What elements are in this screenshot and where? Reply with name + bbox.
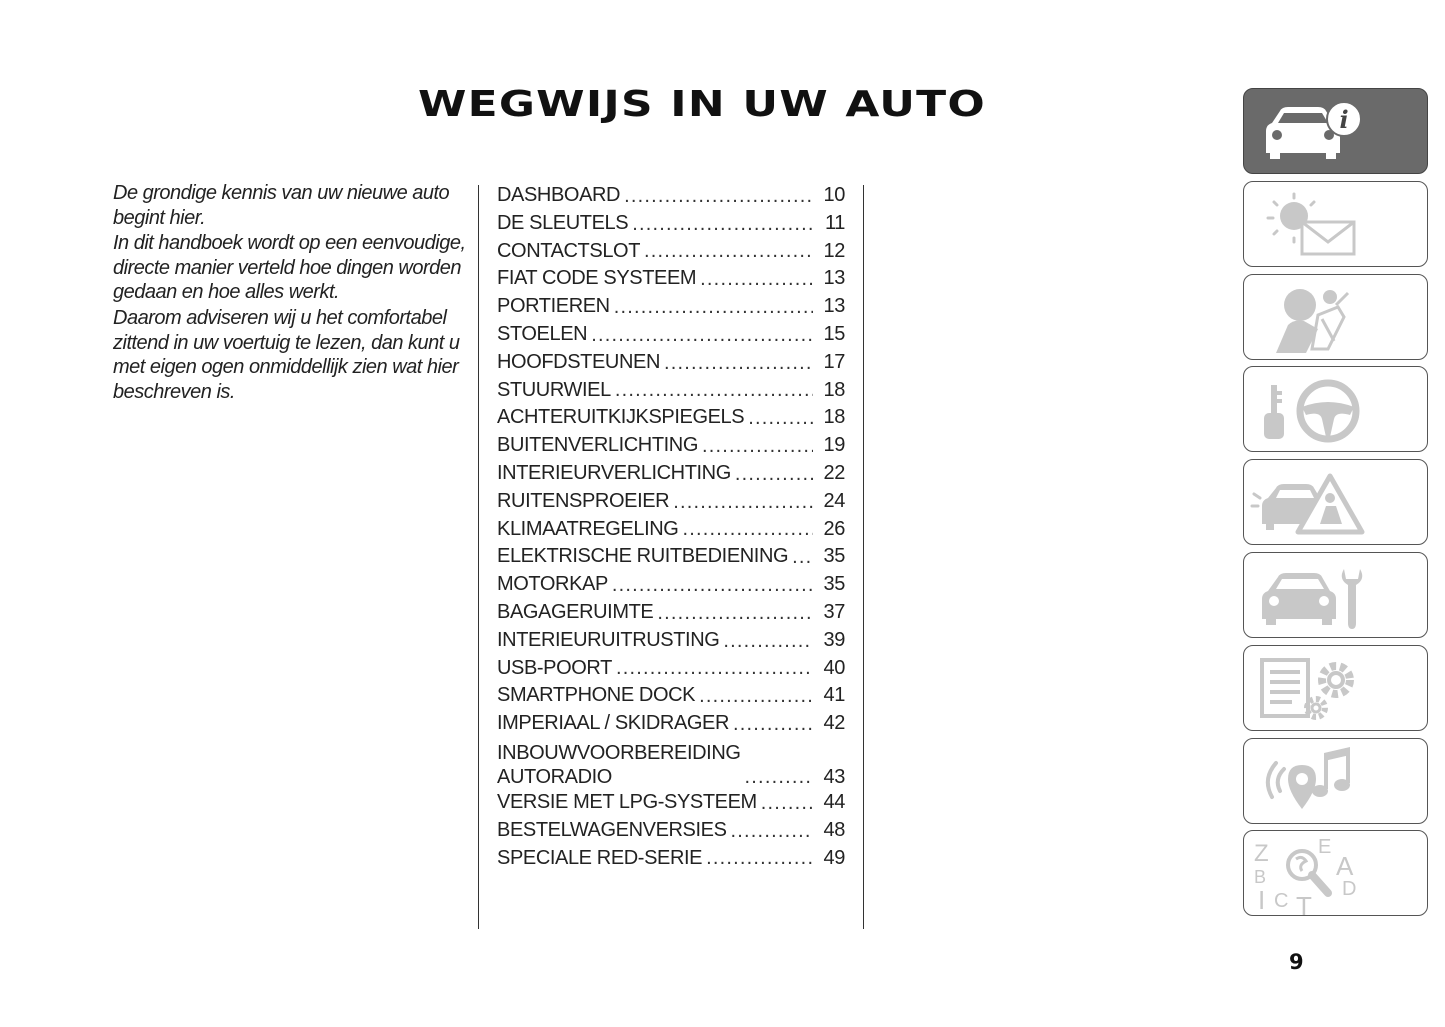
toc-entry[interactable]	[497, 789, 845, 817]
toc-entry[interactable]	[497, 210, 845, 238]
index-letter: B	[1254, 867, 1267, 888]
toc-label: VERSIE MET LPG-SYSTEEM	[497, 790, 757, 813]
toc-leader-dots	[614, 294, 813, 321]
toc-leader-dots	[673, 489, 813, 516]
toc-leader-dots	[624, 183, 813, 210]
index-letter: E	[1318, 836, 1332, 859]
toc-label: HOOFDSTEUNEN	[497, 350, 660, 373]
toc-entry[interactable]	[497, 182, 845, 210]
toc-label: DE SLEUTELS	[497, 211, 629, 234]
toc-page-number: 44	[823, 790, 845, 813]
alphabetical-index-icon	[1244, 831, 1428, 916]
toc-entry[interactable]	[497, 460, 845, 488]
toc-label: IMPERIAAL / SKIDRAGER	[497, 712, 730, 735]
toc-label: PORTIEREN	[497, 295, 610, 318]
toc-page-number: 17	[823, 350, 845, 373]
toc-leader-dots	[733, 711, 813, 738]
column-divider-left	[478, 185, 479, 929]
toc-leader-dots	[702, 433, 813, 460]
toc-page-number: 43	[823, 765, 845, 788]
toc-leader-dots	[731, 818, 813, 845]
toc-label: FIAT CODE SYSTEEM	[497, 267, 697, 290]
toc-leader-dots	[723, 628, 813, 655]
index-letter: I	[1258, 885, 1266, 916]
intro-text	[113, 181, 469, 405]
chapter-tab-car-info[interactable]	[1243, 88, 1428, 174]
chapter-tab-multimedia[interactable]	[1243, 738, 1428, 824]
toc-entry[interactable]	[497, 432, 845, 460]
toc-entry[interactable]	[497, 516, 845, 544]
toc-label-line: AUTORADIO	[497, 765, 612, 788]
toc-leader-dots	[745, 765, 813, 789]
toc-label: DASHBOARD	[497, 184, 621, 206]
index-letter: A	[1336, 851, 1354, 882]
toc-entry[interactable]	[497, 377, 845, 405]
toc-entry[interactable]	[497, 404, 845, 432]
intro-paragraph: De grondige kennis van uw nieuwe auto begint hier.	[113, 182, 450, 229]
safety-airbag-icon	[1244, 275, 1428, 360]
toc-leader-dots	[682, 516, 813, 543]
info-glyph: i	[1339, 105, 1349, 134]
chapter-tab-maintenance[interactable]	[1243, 552, 1428, 638]
toc-leader-dots	[616, 655, 813, 682]
toc-leader-dots	[748, 405, 813, 432]
toc-leader-dots	[699, 683, 813, 710]
toc-label: MOTORKAP	[497, 573, 608, 596]
chapter-tab-warning-lights[interactable]	[1243, 181, 1428, 267]
chapter-tab-technical-data[interactable]	[1243, 645, 1428, 731]
toc-entry[interactable]	[497, 682, 845, 710]
toc-label: KLIMAATREGELING	[497, 517, 679, 540]
toc-leader-dots	[700, 266, 813, 293]
chapter-tab-index[interactable]	[1243, 830, 1428, 916]
toc-label: CONTACTSLOT	[497, 239, 641, 262]
technical-data-gears-icon	[1244, 646, 1428, 731]
warning-lights-message-icon	[1244, 182, 1428, 267]
emergency-warning-triangle-icon	[1244, 460, 1428, 545]
toc-label: BUITENVERLICHTING	[497, 434, 699, 457]
toc-leader-dots	[615, 377, 813, 404]
toc-leader-dots	[735, 461, 813, 488]
toc-page-number: 35	[823, 573, 845, 596]
toc-leader-dots	[657, 600, 813, 627]
toc-entry[interactable]	[497, 710, 845, 738]
toc-label: BAGAGERUIMTE	[497, 600, 654, 623]
chapter-tabs	[1243, 88, 1430, 923]
toc-page-number: 13	[823, 295, 845, 318]
toc-entry[interactable]	[497, 265, 845, 293]
chapter-tab-key-steering[interactable]	[1243, 366, 1428, 452]
toc-page-number: 12	[823, 239, 845, 262]
toc-page-number: 22	[823, 461, 845, 484]
toc-leader-dots	[644, 238, 813, 265]
toc-label: ELEKTRISCHE RUITBEDIENING	[497, 545, 789, 568]
toc-entry[interactable]	[497, 655, 845, 683]
toc-entry[interactable]	[497, 845, 845, 873]
toc-page-number: 26	[823, 517, 845, 540]
toc-page-number: 24	[823, 489, 845, 512]
toc-page-number: 48	[823, 818, 845, 841]
toc-label	[497, 741, 741, 789]
toc-label: STOELEN	[497, 322, 588, 345]
toc-label-line: INBOUWVOORBEREIDING	[497, 741, 741, 764]
index-letter: D	[1342, 878, 1357, 901]
toc-label: SPECIALE RED-SERIE	[497, 846, 703, 869]
table-of-contents	[497, 182, 845, 872]
toc-page-number: 10	[823, 184, 845, 206]
toc-label: INTERIEURVERLICHTING	[497, 461, 731, 484]
toc-label: ACHTERUITKIJKSPIEGELS	[497, 406, 745, 429]
chapter-tab-safety[interactable]	[1243, 274, 1428, 360]
toc-page-number: 35	[823, 545, 845, 568]
intro-paragraph: Daarom adviseren wij u het comfortabel zittend in uw voertuig te lezen, dan kunt u met eigen ogen onmiddellijk zien wat hier beschreven is.	[113, 306, 460, 403]
toc-leader-dots	[612, 572, 813, 599]
toc-page-number: 39	[823, 628, 845, 651]
toc-label: BESTELWAGENVERSIES	[497, 818, 727, 841]
index-letter: C	[1274, 890, 1289, 913]
toc-label: STUURWIEL	[497, 378, 611, 401]
page-title: WEGWIJS IN UW AUTO	[418, 84, 986, 125]
toc-entry[interactable]	[497, 321, 845, 349]
car-info-icon	[1244, 89, 1428, 174]
toc-page-number: 41	[823, 684, 845, 707]
column-divider-right	[863, 185, 864, 929]
toc-entry[interactable]	[497, 349, 845, 377]
toc-page-number: 37	[823, 600, 845, 623]
toc-label: USB-POORT	[497, 656, 612, 679]
toc-entry[interactable]	[497, 543, 845, 571]
toc-entry[interactable]	[497, 571, 845, 599]
toc-entry[interactable]	[497, 488, 845, 516]
toc-leader-dots	[591, 322, 813, 349]
intro-paragraph: In dit handboek wordt op een eenvoudige, directe manier verteld hoe dingen worden gedaan en hoe alles werkt.	[113, 232, 466, 304]
page-number: 9	[1289, 950, 1304, 974]
toc-entry[interactable]	[497, 293, 845, 321]
toc-entry[interactable]	[497, 599, 845, 627]
toc-leader-dots	[761, 790, 813, 817]
toc-label: SMARTPHONE DOCK	[497, 684, 696, 707]
toc-page-number: 19	[823, 434, 845, 457]
toc-page-number: 18	[823, 406, 845, 429]
toc-page-number: 13	[823, 267, 845, 290]
toc-leader-dots	[632, 211, 813, 238]
toc-page-number: 15	[823, 322, 845, 345]
toc-entry[interactable]	[497, 817, 845, 845]
toc-leader-dots	[706, 845, 813, 872]
chapter-tab-emergency[interactable]	[1243, 459, 1428, 545]
toc-page-number: 40	[823, 656, 845, 679]
toc-entry[interactable]	[497, 627, 845, 655]
multimedia-music-icon	[1244, 739, 1428, 824]
toc-page-number: 49	[823, 846, 845, 869]
index-letter: T	[1296, 891, 1312, 918]
car-maintenance-wrench-icon	[1244, 553, 1428, 638]
toc-label: RUITENSPROEIER	[497, 489, 670, 512]
toc-page-number: 42	[823, 712, 845, 735]
index-letter: Z	[1254, 840, 1269, 868]
toc-page-number: 11	[825, 211, 845, 234]
toc-entry[interactable]	[497, 738, 845, 789]
toc-leader-dots	[792, 544, 813, 571]
toc-page-number: 18	[823, 378, 845, 401]
toc-label: INTERIEURUITRUSTING	[497, 628, 720, 651]
toc-entry[interactable]	[497, 238, 845, 266]
toc-leader-dots	[664, 350, 813, 377]
key-steering-wheel-icon	[1244, 367, 1428, 452]
